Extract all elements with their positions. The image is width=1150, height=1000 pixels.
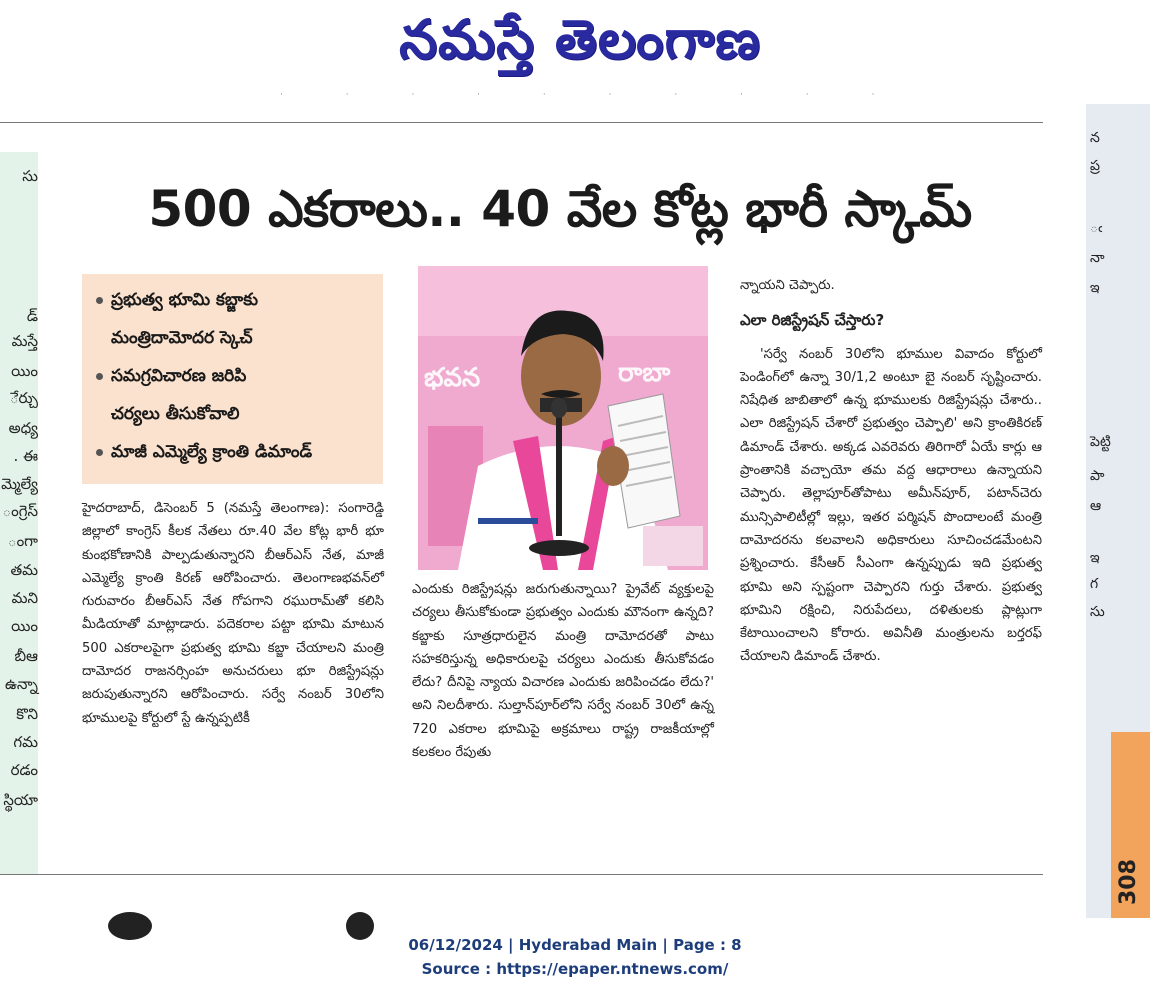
highlight-item: సమగ్రవిచారణ జరిపి	[96, 364, 376, 388]
left-strip-fragment: ంగా	[7, 532, 38, 550]
right-strip-fragment: ఆ	[1090, 498, 1102, 514]
speaker-photo	[418, 266, 708, 570]
bullet-icon	[96, 373, 103, 380]
left-strip-fragment: డ్	[26, 307, 38, 325]
column-1-text: హైదరాబాద్, డిసెంబర్ 5 (నమస్తే తెలంగాణ): సంగారెడ్డి జిల్లాలో కాంగ్రెస్ కీలక నేతలు రూ.40 వేల కోట్ల భారీ భూ కుంభకోణానికి పాల్పడుతున్నారని బీఆర్ఎస్ నేత, మాజీ ఎమ్మెల్యే క్రాంతి కిరణ్ ఆరోపించారు. తెలంగాణభవన్‌లో గురువారం బీఆర్ఎస్ నేత గోపగాని రఘురామ్‌తో కలిసి మీడియాతో మాట్లాడారు. పదెకరాల పట్టా భూమి మాటున 500 ఎకరాలపైగా ప్రభుత్వ భూమి కబ్జా చేయాలని మంత్రి దామోదర రాజనర్సింహ అనుచరులు భూ రిజిస్ట్రేషన్లు జరుపుతున్నారని ఆరోపించారు. సర్వే నంబర్ 30లోని భూములపై కోర్టులో స్టే ఉన్నప్పటికీ	[82, 501, 384, 726]
footer-edition-info: 06/12/2024 | Hyderabad Main | Page : 8	[408, 936, 742, 954]
left-strip-fragment: మస్తే	[11, 332, 38, 350]
article-column-3	[740, 274, 1042, 858]
left-strip-fragment: మ్మెల్యే	[1, 475, 38, 493]
masthead-title: నమస్తే తెలంగాణ	[399, 7, 761, 71]
svg-text:భవన: భవన	[424, 363, 481, 393]
svg-text:రాబా: రాబా	[618, 358, 671, 388]
left-strip-fragment: సు	[22, 167, 38, 185]
article-column-1	[82, 497, 384, 857]
next-headline-cutoff	[100, 905, 400, 919]
right-strip-fragment: పెట్టి	[1090, 434, 1111, 450]
bullet-icon	[96, 449, 103, 456]
right-strip-fragment: ఇ	[1090, 550, 1100, 566]
right-strip-fragment: ఁ	[1090, 220, 1103, 236]
left-strip-fragment: అధ్య	[8, 419, 38, 437]
left-strip-fragment: ఉన్నా	[4, 675, 38, 693]
right-strip-fragment: గ	[1090, 576, 1099, 592]
left-strip-fragment: యిం	[11, 617, 38, 635]
left-strip-fragment: గమ	[13, 733, 38, 751]
masthead-tagline-faint: · · · · · · · · · ·	[280, 90, 905, 100]
photo-illustration	[418, 266, 708, 570]
left-strip-fragment: రడం	[10, 761, 38, 779]
left-strip-fragment: ేర్చు	[9, 389, 38, 407]
left-strip-fragment: మని	[11, 589, 38, 607]
article-column-2	[412, 578, 714, 858]
article-headline: 500 ఎకరాలు.. 40 వేల కోట్ల భారీ స్కామ్	[148, 180, 972, 238]
right-strip-fragment: ఇ	[1090, 280, 1100, 296]
column-3-intro: న్నాయని చెప్పారు.	[740, 278, 835, 293]
left-strip-fragment: స్థియా	[3, 791, 38, 809]
left-strip-fragment: ంగ్రెస్	[2, 502, 38, 520]
left-strip-fragment: కొని	[16, 705, 38, 723]
right-strip-fragment: న	[1090, 130, 1100, 146]
left-adjacent-article-strip	[0, 152, 38, 874]
left-strip-fragment: . ఈ	[13, 447, 38, 465]
bullet-icon	[96, 297, 103, 304]
highlight-item: ప్రభుత్వ భూమి కబ్జాకు	[96, 288, 376, 312]
top-divider	[0, 122, 1043, 123]
highlight-item: మాజీ ఎమ్మెల్యే క్రాంతి డిమాండ్	[96, 440, 376, 464]
left-strip-fragment: యిం	[11, 362, 38, 380]
highlights-box	[82, 274, 383, 484]
highlight-item-continued: మంత్రిదామోదర స్కెచ్	[111, 328, 253, 348]
right-strip-fragment: పా	[1090, 468, 1105, 484]
right-orange-number: 308	[1116, 859, 1141, 905]
column-3-subheading: ఎలా రిజిస్ట్రేషన్ చేస్తారు?	[740, 311, 885, 330]
footer-source-link[interactable]: Source : https://epaper.ntnews.com/	[421, 960, 729, 978]
left-strip-fragment: తమ	[10, 561, 38, 579]
bottom-divider	[0, 874, 1043, 875]
highlight-item-continued: చర్యలు తీసుకోవాలి	[111, 404, 240, 424]
left-strip-fragment: బీఆ	[14, 647, 38, 665]
right-strip-fragment: ప్ర	[1090, 158, 1100, 174]
column-3-text: 'సర్వే నంబర్ 30లోని భూముల వివాదం కోర్టులో పెండింగ్‌లో ఉన్నా 30/1,2 అంటూ బై నంబర్ సృష్టించారు. నిషేధిత జాబితాలో ఉన్న భూములకు రిజిస్ట్రేషన్లు చేశారు.. ఎలా రిజిస్ట్రేషన్ చేశారో ప్రభుత్వం చెప్పాలి' అని క్రాంతికిరణ్ డిమాండ్ చేశారు. అక్కడ ఎవరెవరు తిరిగారో ఏయే కార్లు ఆ ప్రాంతానికి వచ్చాయో తమ వద్ద ఆధారాలు ఉన్నాయని చెప్పారు. తెల్లాపూర్‌తోపాటు అమీన్‌పూర్, పటాన్‌చెరు మున్సిపాలిటీల్లో ఇల్లు, ఇతర పర్మిషన్ పొందాలంటే మంత్రి దామోదరను కలవాలని అధికారులు సూచించడమేంటని ప్రశ్నించారు. కేసీఆర్ సీఎంగా ఉన్నప్పుడు ఇది ప్రభుత్వ భూమి అని స్పష్టంగా చెప్పారని గుర్తు చేశారు. ప్రభుత్వ భూమిని రక్షించి, నిరుపేదలు, దళితులకు ప్లాట్లుగా కేటాయించాలని కోరారు. అవినీతి మంత్రులను బర్తరఫ్ చేయాలని డిమాండ్ చేశారు.	[740, 346, 1042, 665]
right-strip-fragment: సు	[1090, 604, 1105, 620]
right-strip-fragment: నా	[1090, 250, 1105, 266]
column-2-text: ఎందుకు రిజిస్ట్రేషన్లు జరుగుతున్నాయి? ప్రైవేట్ వ్యక్తులపై చర్యలు తీసుకోకుండా ప్రభుత్వం ఎందుకు మౌనంగా ఉన్నది? కబ్జాకు సూత్రధారులైన మంత్రి దామోదరతో పాటు సహకరిస్తున్న అధికారులపై చర్యలు ఎందుకు తీసుకోవడం లేదు? దీనిపై న్యాయ విచారణ ఎందుకు జరిపించడం లేదు?' అని నిలదీశారు. సుల్తాన్‌పూర్‌లోని సర్వే నంబర్ 30లో ఉన్న 720 ఎకరాల భూమిపై అక్రమాలు రాష్ట్ర రాజకీయాల్లో కలకలం రేపుతు	[412, 582, 714, 761]
